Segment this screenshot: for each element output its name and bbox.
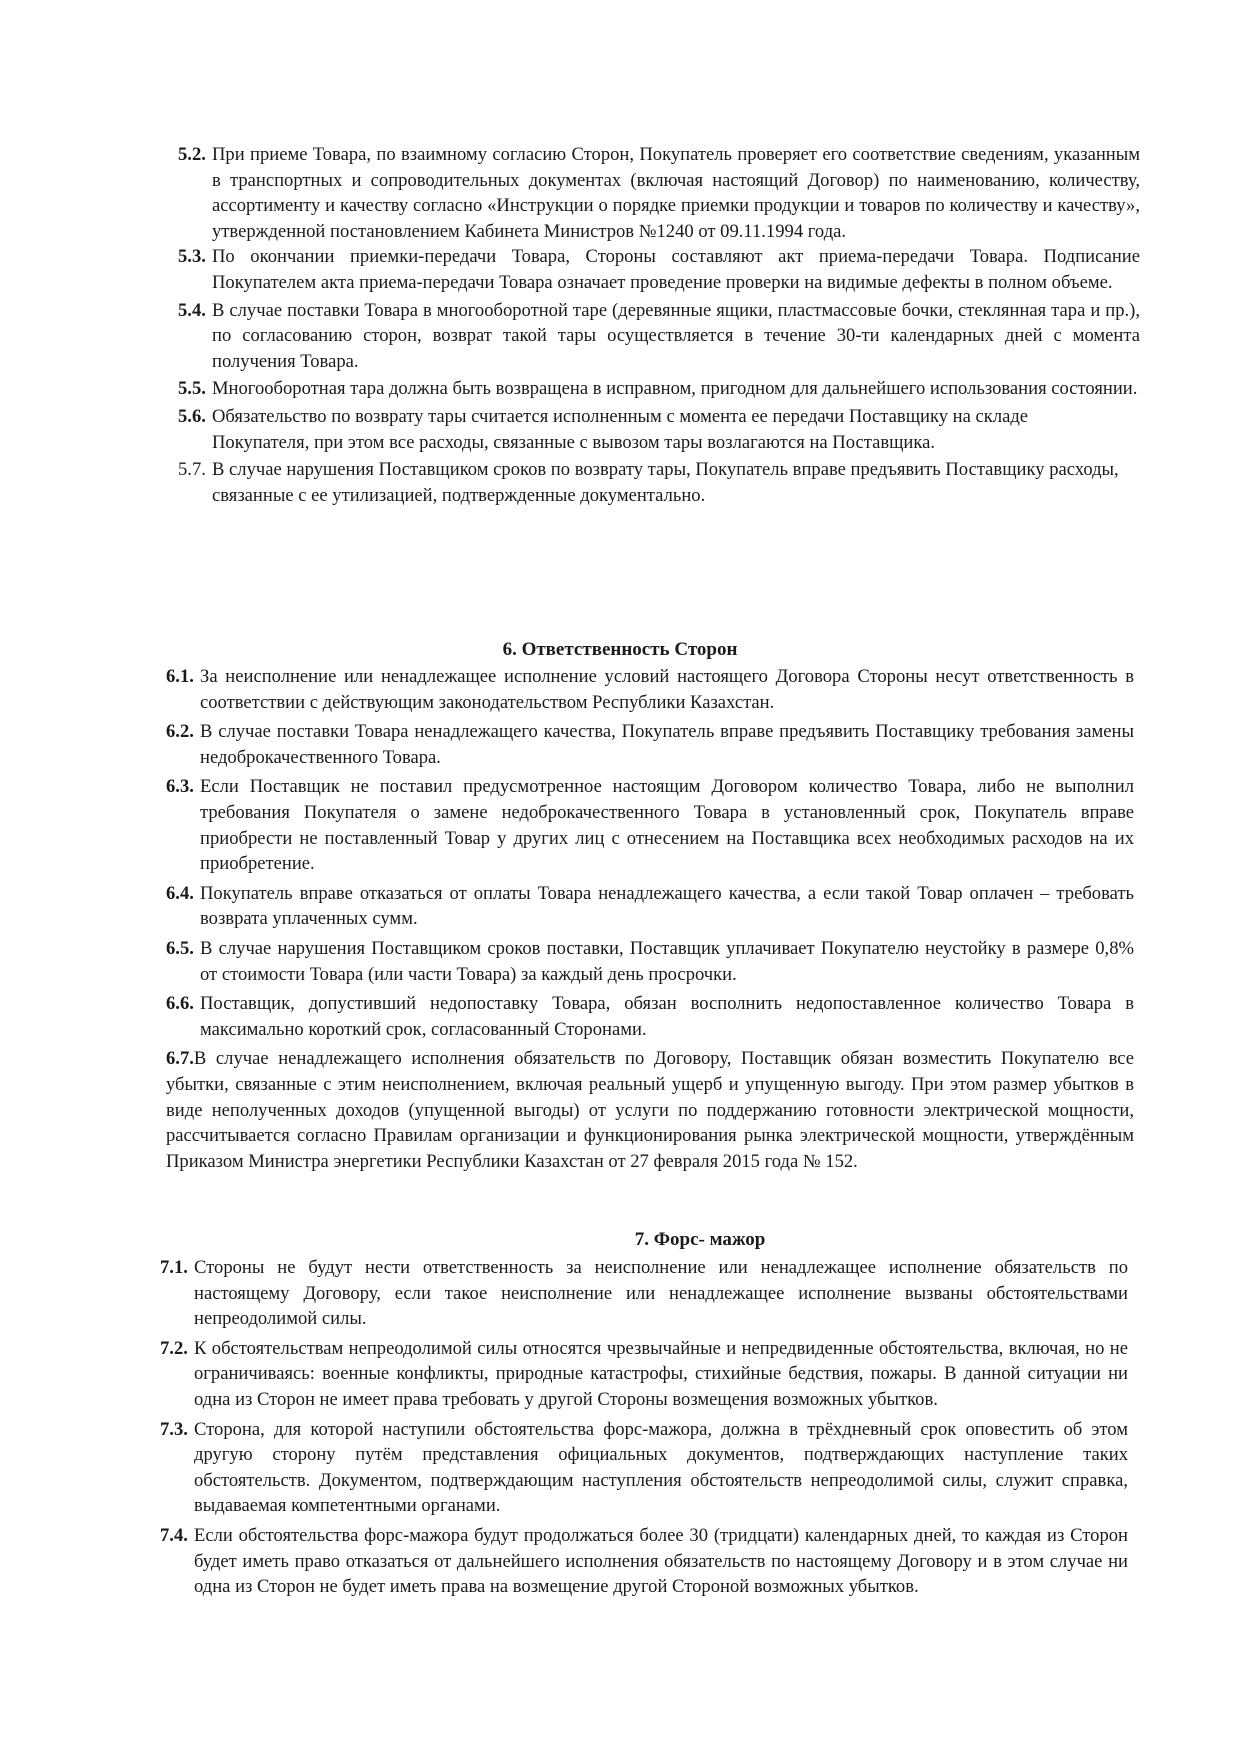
clause-6-5 <box>166 936 1134 987</box>
clause-body: В случае ненадлежащего исполнения обязательств по Договору, Поставщик обязан возместить Покупателю все убытки, связанные с этим неисполнением, включая реальный ущерб и упущенную выгоду. При этом размер убытков в виде неполученных доходов (упущенной выгоды) от услуги по поддержанию готовности электрической мощности, рассчитывается согласно Правилам организации и функционирования рынка электрической мощности, утверждённым Приказом Министра энергетики Республики Казахстан от 27 февраля 2015 года № 152. <box>166 1048 1134 1172</box>
section-7 <box>160 1255 1128 1600</box>
section-6-heading: 6. Ответственность Сторон <box>502 639 738 660</box>
section-6 <box>166 664 1134 1174</box>
clause-number: 7.2. <box>160 1337 188 1359</box>
clause-5-2 <box>178 142 1140 244</box>
clause-text: В случае нарушения Поставщиком сроков по возврату тары, Покупатель вправе предъявить Поставщику расходы, связанные с ее утилизацией, подтвержденные документально. <box>212 459 1119 506</box>
clause-text: В случае поставки Товара ненадлежащего качества, Покупатель вправе предъявить Поставщику требования замены недоброкачественного Товара. <box>200 721 1134 768</box>
clause-number: 5.5. <box>178 378 206 400</box>
clause-number: 6.2. <box>166 721 194 743</box>
clause-6-4 <box>166 881 1134 932</box>
clause-text: Поставщик, допустивший недопоставку Товара, обязан восполнить недопоставленное количество Товара в максимально короткий срок, согласованный Сторонами. <box>200 993 1134 1040</box>
clause-number: 5.2. <box>178 144 206 165</box>
clause-5-3 <box>178 244 1140 295</box>
clause-number: 5.3. <box>178 246 206 268</box>
clause-text: Обязательство по возврату тары считается исполненным с момента ее передачи Поставщику на складе Покупателя, при этом все расходы, связанные с вывозом тары возлагаются на Поставщика. <box>212 405 1029 453</box>
clause-text <box>166 1046 1134 1174</box>
clause-text: Если Поставщик не поставил предусмотренное настоящим Договором количество Товара, либо не выполнил требования Покупателя о замене недоброкачественного Товара в установленный срок, Покупатель вправе приобрести не поставленный Товар у других лиц с отнесением на Поставщика всех необходимых расходов на их приобретение. <box>200 776 1134 875</box>
clause-6-1 <box>166 664 1134 715</box>
clause-text: При приеме Товара, по взаимному согласию Сторон, Покупатель проверяет его соответствие сведениям, указанным в транспортных и сопроводительных документах (включая настоящий Договор) по наименованию, количеству, ассортименту и качеству согласно «Инструкции о порядке приемки продукции и товаров по количеству и качеству», утвержденной постановлением Кабинета Министров №1240 от 09.11.1994 года. <box>212 144 1140 242</box>
clause-5-6 <box>178 404 1140 455</box>
clause-6-2 <box>166 719 1134 770</box>
clause-number: 6.6. <box>166 993 194 1015</box>
clause-5-5 <box>178 376 1140 402</box>
clause-number: 7.4. <box>160 1524 188 1546</box>
clause-number: 7.1. <box>160 1257 188 1278</box>
clause-text: Покупатель вправе отказаться от оплаты Товара ненадлежащего качества, а если такой Товар оплачен – требовать возврата уплаченных сумм. <box>200 882 1134 930</box>
clause-7-2 <box>160 1336 1128 1413</box>
clause-number: 5.6. <box>178 405 206 427</box>
clause-5-7 <box>178 457 1140 508</box>
section-7-heading: 7. Форс- мажор <box>634 1229 766 1250</box>
clause-text: Если обстоятельства форс-мажора будут продолжаться более 30 (тридцати) календарных дней, то каждая из Сторон будет иметь право отказаться от дальнейшего исполнения обязательств по настоящему Договору и в этом случае ни одна из Сторон не будет иметь права на возмещение другой Стороной возможных убытков. <box>194 1524 1128 1598</box>
clause-text: Стороны не будут нести ответственность за неисполнение или ненадлежащее исполнение обязательств по настоящему Договору, если такое неисполнение или ненадлежащее исполнение вызваны обстоятельствами непреодолимой силы. <box>194 1257 1128 1330</box>
clause-6-6 <box>166 991 1134 1042</box>
clause-number: 7.3. <box>160 1418 188 1440</box>
clause-text: Многооборотная тара должна быть возвращена в исправном, пригодном для дальнейшего использования состоянии. <box>212 378 1138 400</box>
clause-7-4 <box>160 1523 1128 1600</box>
clause-number: 6.5. <box>166 937 194 959</box>
clause-text: Сторона, для которой наступили обстоятельства форс-мажора, должна в трёхдневный срок оповестить об этом другую сторону путём представления официальных документов, подтверждающих наступление таких обстоятельств. Документом, подтверждающим наступления обстоятельств непреодолимой силы, служит справка, выдаваемая компетентными органами. <box>194 1418 1128 1517</box>
clause-number: 5.4. <box>178 299 206 321</box>
clause-number: 6.7. <box>166 1048 194 1070</box>
section-5 <box>178 142 1140 508</box>
clause-text: В случае нарушения Поставщиком сроков поставки, Поставщик уплачивает Покупателю неустойку в размере 0,8% от стоимости Товара (или части Товара) за каждый день просрочки. <box>200 937 1134 985</box>
clause-6-7 <box>166 1046 1134 1174</box>
clause-number: 6.1. <box>166 666 194 687</box>
clause-6-3 <box>166 774 1134 876</box>
clause-7-1 <box>160 1255 1128 1332</box>
clause-number: 5.7. <box>178 459 206 481</box>
clause-number: 6.3. <box>166 776 194 798</box>
clause-text: За неисполнение или ненадлежащее исполнение условий настоящего Договора Стороны несут ответственность в соответствии с действующим законодательством Республики Казахстан. <box>200 666 1134 713</box>
clause-5-4 <box>178 298 1140 375</box>
clause-7-3 <box>160 1417 1128 1519</box>
clause-number: 6.4. <box>166 882 194 904</box>
clause-text: К обстоятельствам непреодолимой силы относятся чрезвычайные и непредвиденные обстоятельства, включая, но не ограничиваясь: военные конфликты, природные катастрофы, стихийные бедствия, пожары. В данной ситуации ни одна из Сторон не имеет права требовать у другой Стороны возмещения возможных убытков. <box>194 1337 1128 1410</box>
clause-text: По окончании приемки-передачи Товара, Стороны составляют акт приема-передачи Товара. Подписание Покупателем акта приема-передачи Товара означает проведение проверки на видимые дефекты в полном объеме. <box>212 246 1140 293</box>
clause-text: В случае поставки Товара в многооборотной таре (деревянные ящики, пластмассовые бочки, стеклянная тара и пр.), по согласованию сторон, возврат такой тары осуществляется в течение 30-ти календарных дней с момента получения Товара. <box>212 299 1140 372</box>
